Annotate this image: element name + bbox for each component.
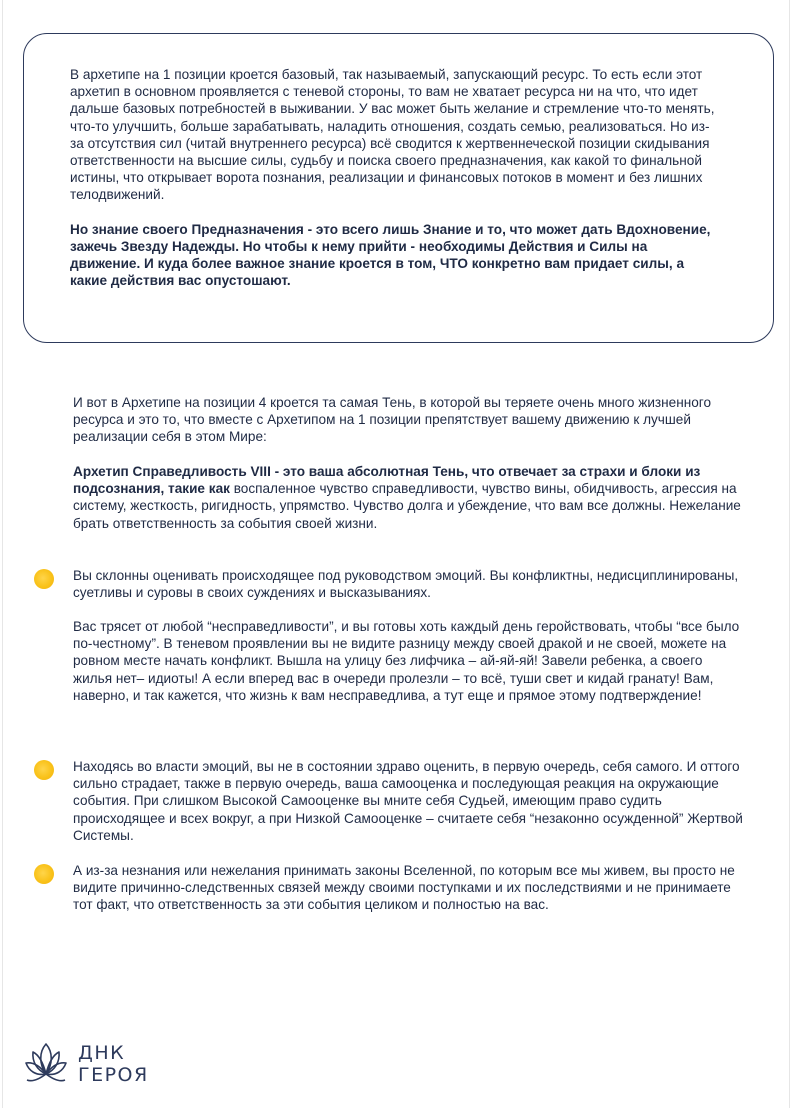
lead-paragraph — [73, 394, 745, 446]
bullet-paragraph-3 — [73, 862, 745, 914]
intro-paragraph: В архетипе на 1 позиции кроется базовый, так называемый, запускающий ресурс. То есть если этот архетип в основном проявляется с теневой стороны, то вам не хватает ресурса ни на что, что идет дальше базовых потребностей в выживании. У вас может быть желание и стремление что-то менять, что-то улучшить, больше зарабатывать, наладить отношения, создать семью, реализоваться. Но из-за отсутствия сил (читай внутреннего ресурса) всё сводится к жертвеннеческой позиции скидывания ответственности на высшие силы, судьбу и поиска своего предназначения, как какой то финальной истины, что открывает ворота познания, реализации и финансовых потоков в момент и без лишних телодвижений. — [70, 67, 715, 203]
paragraph-2 — [73, 618, 745, 704]
lead-text: И вот в Архетипе на позиции 4 кроется та самая Тень, в которой вы теряете очень много жизненного ресурса и это то, что вместе с Архетипом на 1 позиции препятствует вашему движению к лучшей реализации себя в этом Мире: — [73, 395, 712, 445]
archetype-bold-text: Архетип Справедливость VIII - это ваша абсолютная Тень, что отвечает за страхи и блоки из подсознания, такие как — [73, 464, 701, 497]
bullet-dot-icon — [34, 864, 54, 884]
archetype-rest-text: воспаленное чувство справедливости, чувство вины, обидчивость, агрессия на систему, жесткость, ригидность, упрямство. Чувство долга и убеждение, что вам все должны. Нежелание брать ответственность за события своей жизни. — [73, 481, 741, 531]
bullet1-text: Вы склонны оценивать происходящее под руководством эмоций. Вы конфликтны, недисциплинированы, суетливы и суровы в своих суждениях и высказываниях. — [73, 568, 739, 601]
archetype-paragraph — [73, 463, 745, 532]
bullet-paragraph-1 — [73, 567, 745, 601]
logo-wordmark — [78, 1042, 149, 1086]
paragraph2-text: Вас трясет от любой “несправедливости”, и вы готовы хоть каждый день геройствовать, чтобы “все было по-честному”. В теневом проявлении вы не видите разницу между своей дракой и не своей, можете на ровном месте начать конфликт. Вышла на улицу без лифчика – ай-яй-яй! Завели ребенка, а своего жилья нет– идиоты! А если вперед вас в очереди пролезли – то всё, туши свет и кидай гранату! Вам, наверно, и так кажется, что жизнь к вам несправедлива, а тут еще и прямое этому подтверждение! — [73, 619, 740, 703]
bullet3-text: А из-за незнания или нежелания принимать законы Вселенной, по которым все мы живем, вы просто не видите причинно-следственных связей между своими поступками и их последствиями и не принимаете тот факт, что ответственность за эти события целиком и полностью на вас. — [73, 863, 735, 913]
bullet-paragraph-2 — [73, 758, 745, 844]
intro-bold-paragraph: Но знание своего Предназначения - это всего лишь Знание и то, что может дать Вдохновение, зажечь Звезду Надежды. Но чтобы к нему прийти - необходимы Действия и Силы на движение. И куда более важное знание кроется в том, ЧТО конкретно вам придает силы, а какие действия вас опустошают. — [70, 221, 711, 289]
brand-logo — [24, 1036, 184, 1088]
lotus-icon — [24, 1040, 68, 1086]
logo-line-2: ГЕРОЯ — [78, 1064, 149, 1086]
bullet-dot-icon — [34, 760, 54, 780]
logo-line-1: ДНК — [78, 1042, 126, 1064]
intro-callout-text — [70, 66, 720, 289]
bullet-dot-icon — [34, 569, 54, 589]
bullet2-text: Находясь во власти эмоций, вы не в состоянии здраво оценить, в первую очередь, себя самого. И оттого сильно страдает, также в первую очередь, ваша самооценка и последующая реакция на окружающие события. При слишком Высокой Самооценке вы мните себя Судьей, имеющим право судить происходящее и всех вокруг, а при Низкой Самооценке – считаете себя “незаконно осужденной” Жертвой Системы. — [73, 759, 743, 843]
